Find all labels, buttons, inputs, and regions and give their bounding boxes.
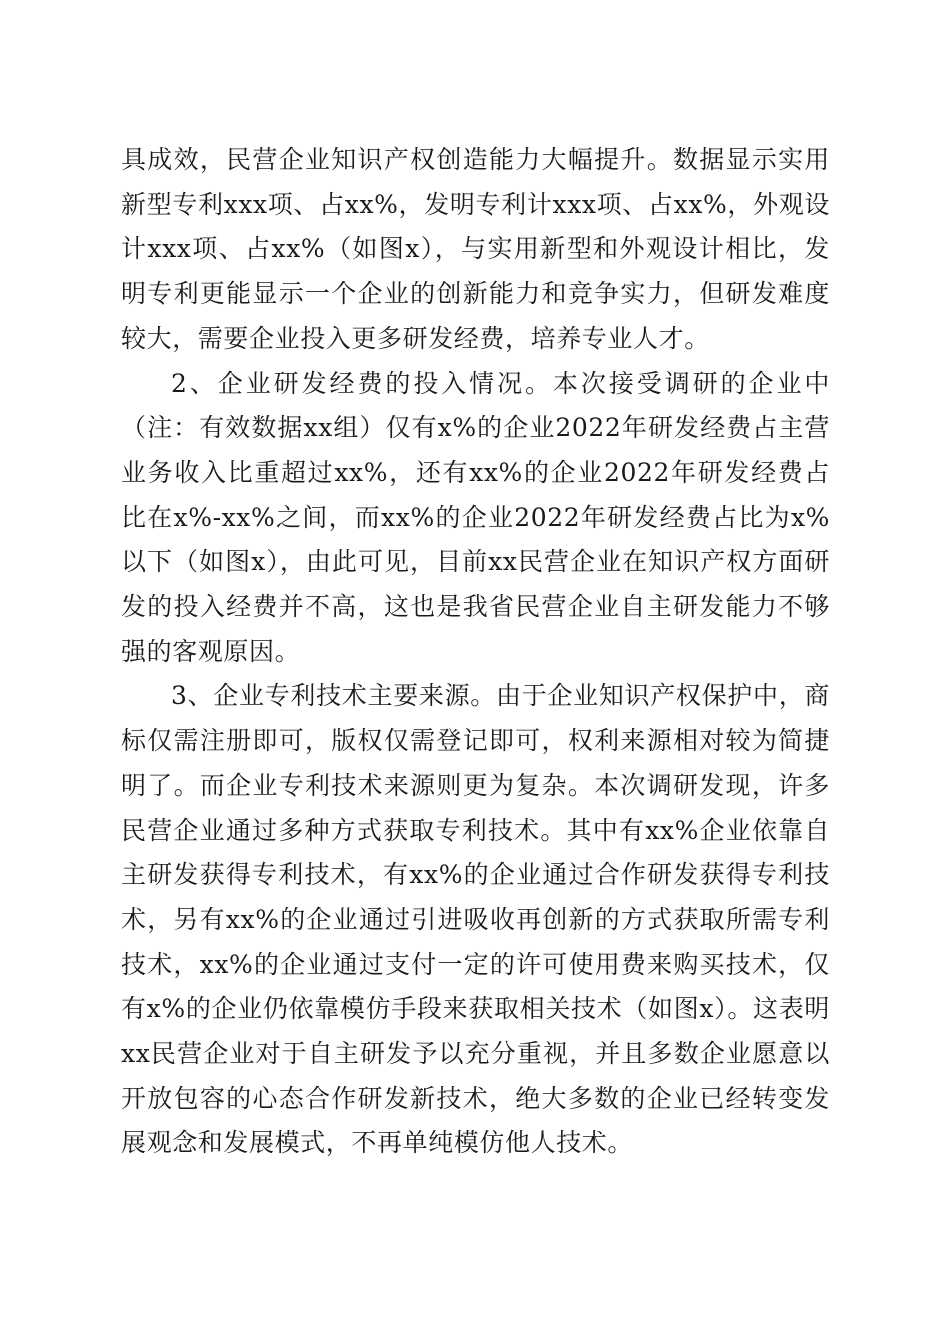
document-body xyxy=(121,138,830,1166)
paragraph-patent-source: 3、企业专利技术主要来源。由于企业知识产权保护中，商标仅需注册即可，版权仅需登记即可，权利来源相对较为简捷明了。而企业专利技术来源则更为复杂。本次调研发现，许多民营企业通过多种方式获取专利技术。其中有xx%企业依靠自主研发获得专利技术，有xx%的企业通过合作研发获得专利技术，另有xx%的企业通过引进吸收再创新的方式获取所需专利技术，xx%的企业通过支付一定的许可使用费来购买技术，仅有x%的企业仍依靠模仿手段来获取相关技术（如图x）。这表明xx民营企业对于自主研发予以充分重视，并且多数企业愿意以开放包容的心态合作研发新技术，绝大多数的企业已经转变发展观念和发展模式，不再单纯模仿他人技术。 xyxy=(121,681,830,1158)
paragraph-patent-results: 具成效，民营企业知识产权创造能力大幅提升。数据显示实用新型专利xxx项、占xx%，发明专利计xxx项、占xx%，外观设计xxx项、占xx%（如图x），与实用新型和外观设计相比，发明专利更能显示一个企业的创新能力和竞争实力，但研发难度较大，需要企业投入更多研发经费，培养专业人才。 xyxy=(121,145,830,353)
paragraph-rd-funding: 2、企业研发经费的投入情况。本次接受调研的企业中（注：有效数据xx组）仅有x%的企业2022年研发经费占主营业务收入比重超过xx%，还有xx%的企业2022年研发经费占比在x%-xx%之间，而xx%的企业2022年研发经费占比为x%以下（如图x），由此可见，目前xx民营企业在知识产权方面研发的投入经费并不高，这也是我省民营企业自主研发能力不够强的客观原因。 xyxy=(121,368,830,666)
